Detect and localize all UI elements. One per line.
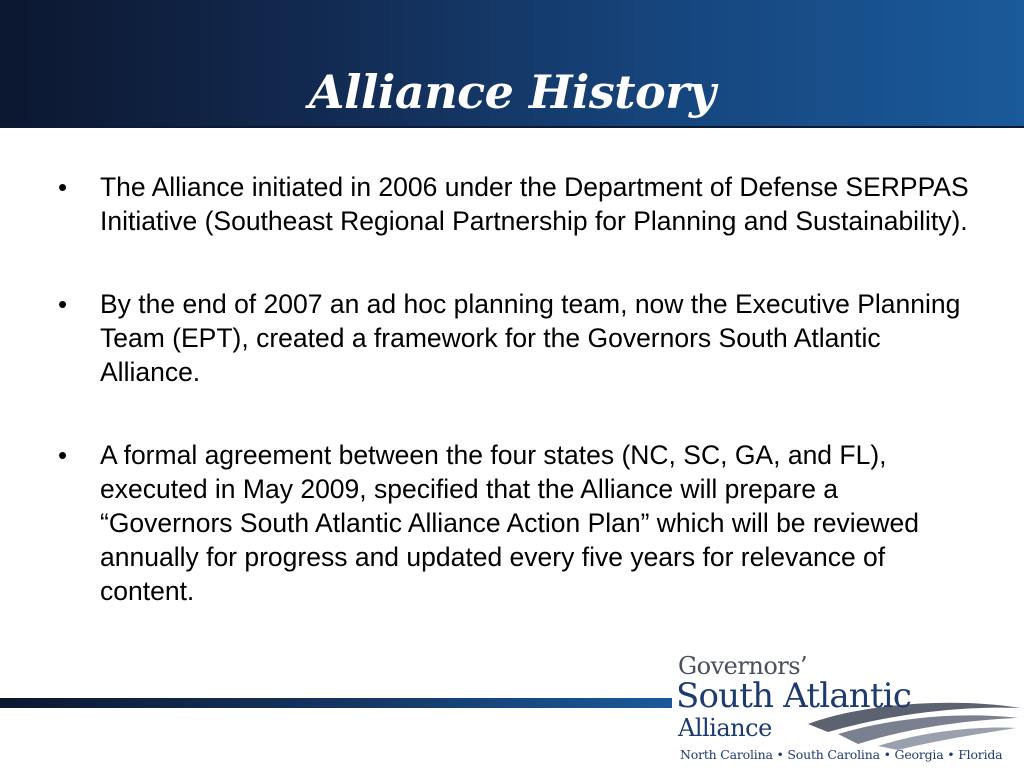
- slide-title: Alliance History: [308, 65, 716, 119]
- bullet-item: [0, 438, 970, 608]
- bullet-item: [0, 170, 970, 238]
- title-banner-rule: [0, 126, 1024, 128]
- bullet-mark: •: [58, 289, 68, 319]
- logo-line-alliance: Alliance: [678, 714, 772, 742]
- bullet-item: [0, 287, 970, 389]
- bullet-text: A formal agreement between the four states (NC, SC, GA, and FL), executed in May 2009, specified that the Alliance will prepare a “Governors South Atlantic Alliance Action Plan” which will be reviewed annually for progress and updated every five years for relevance of content.: [100, 440, 919, 606]
- bullet-mark: •: [58, 440, 68, 470]
- logo-states: North Carolina • South Carolina • Georgia • Florida: [680, 747, 1003, 762]
- bullet-list: [0, 170, 1024, 657]
- alliance-logo: [672, 650, 1024, 768]
- logo-line-governors: Governors’: [678, 652, 808, 680]
- bullet-mark: •: [58, 172, 68, 202]
- logo-line-south-atlantic: South Atlantic: [676, 676, 912, 716]
- bullet-text: The Alliance initiated in 2006 under the Department of Defense SERPPAS Initiative (Southeast Regional Partnership for Planning and Sustainability).: [100, 172, 969, 236]
- footer-bar: [0, 698, 672, 708]
- bullet-text: By the end of 2007 an ad hoc planning team, now the Executive Planning Team (EPT), created a framework for the Governors South Atlantic Alliance.: [100, 289, 961, 387]
